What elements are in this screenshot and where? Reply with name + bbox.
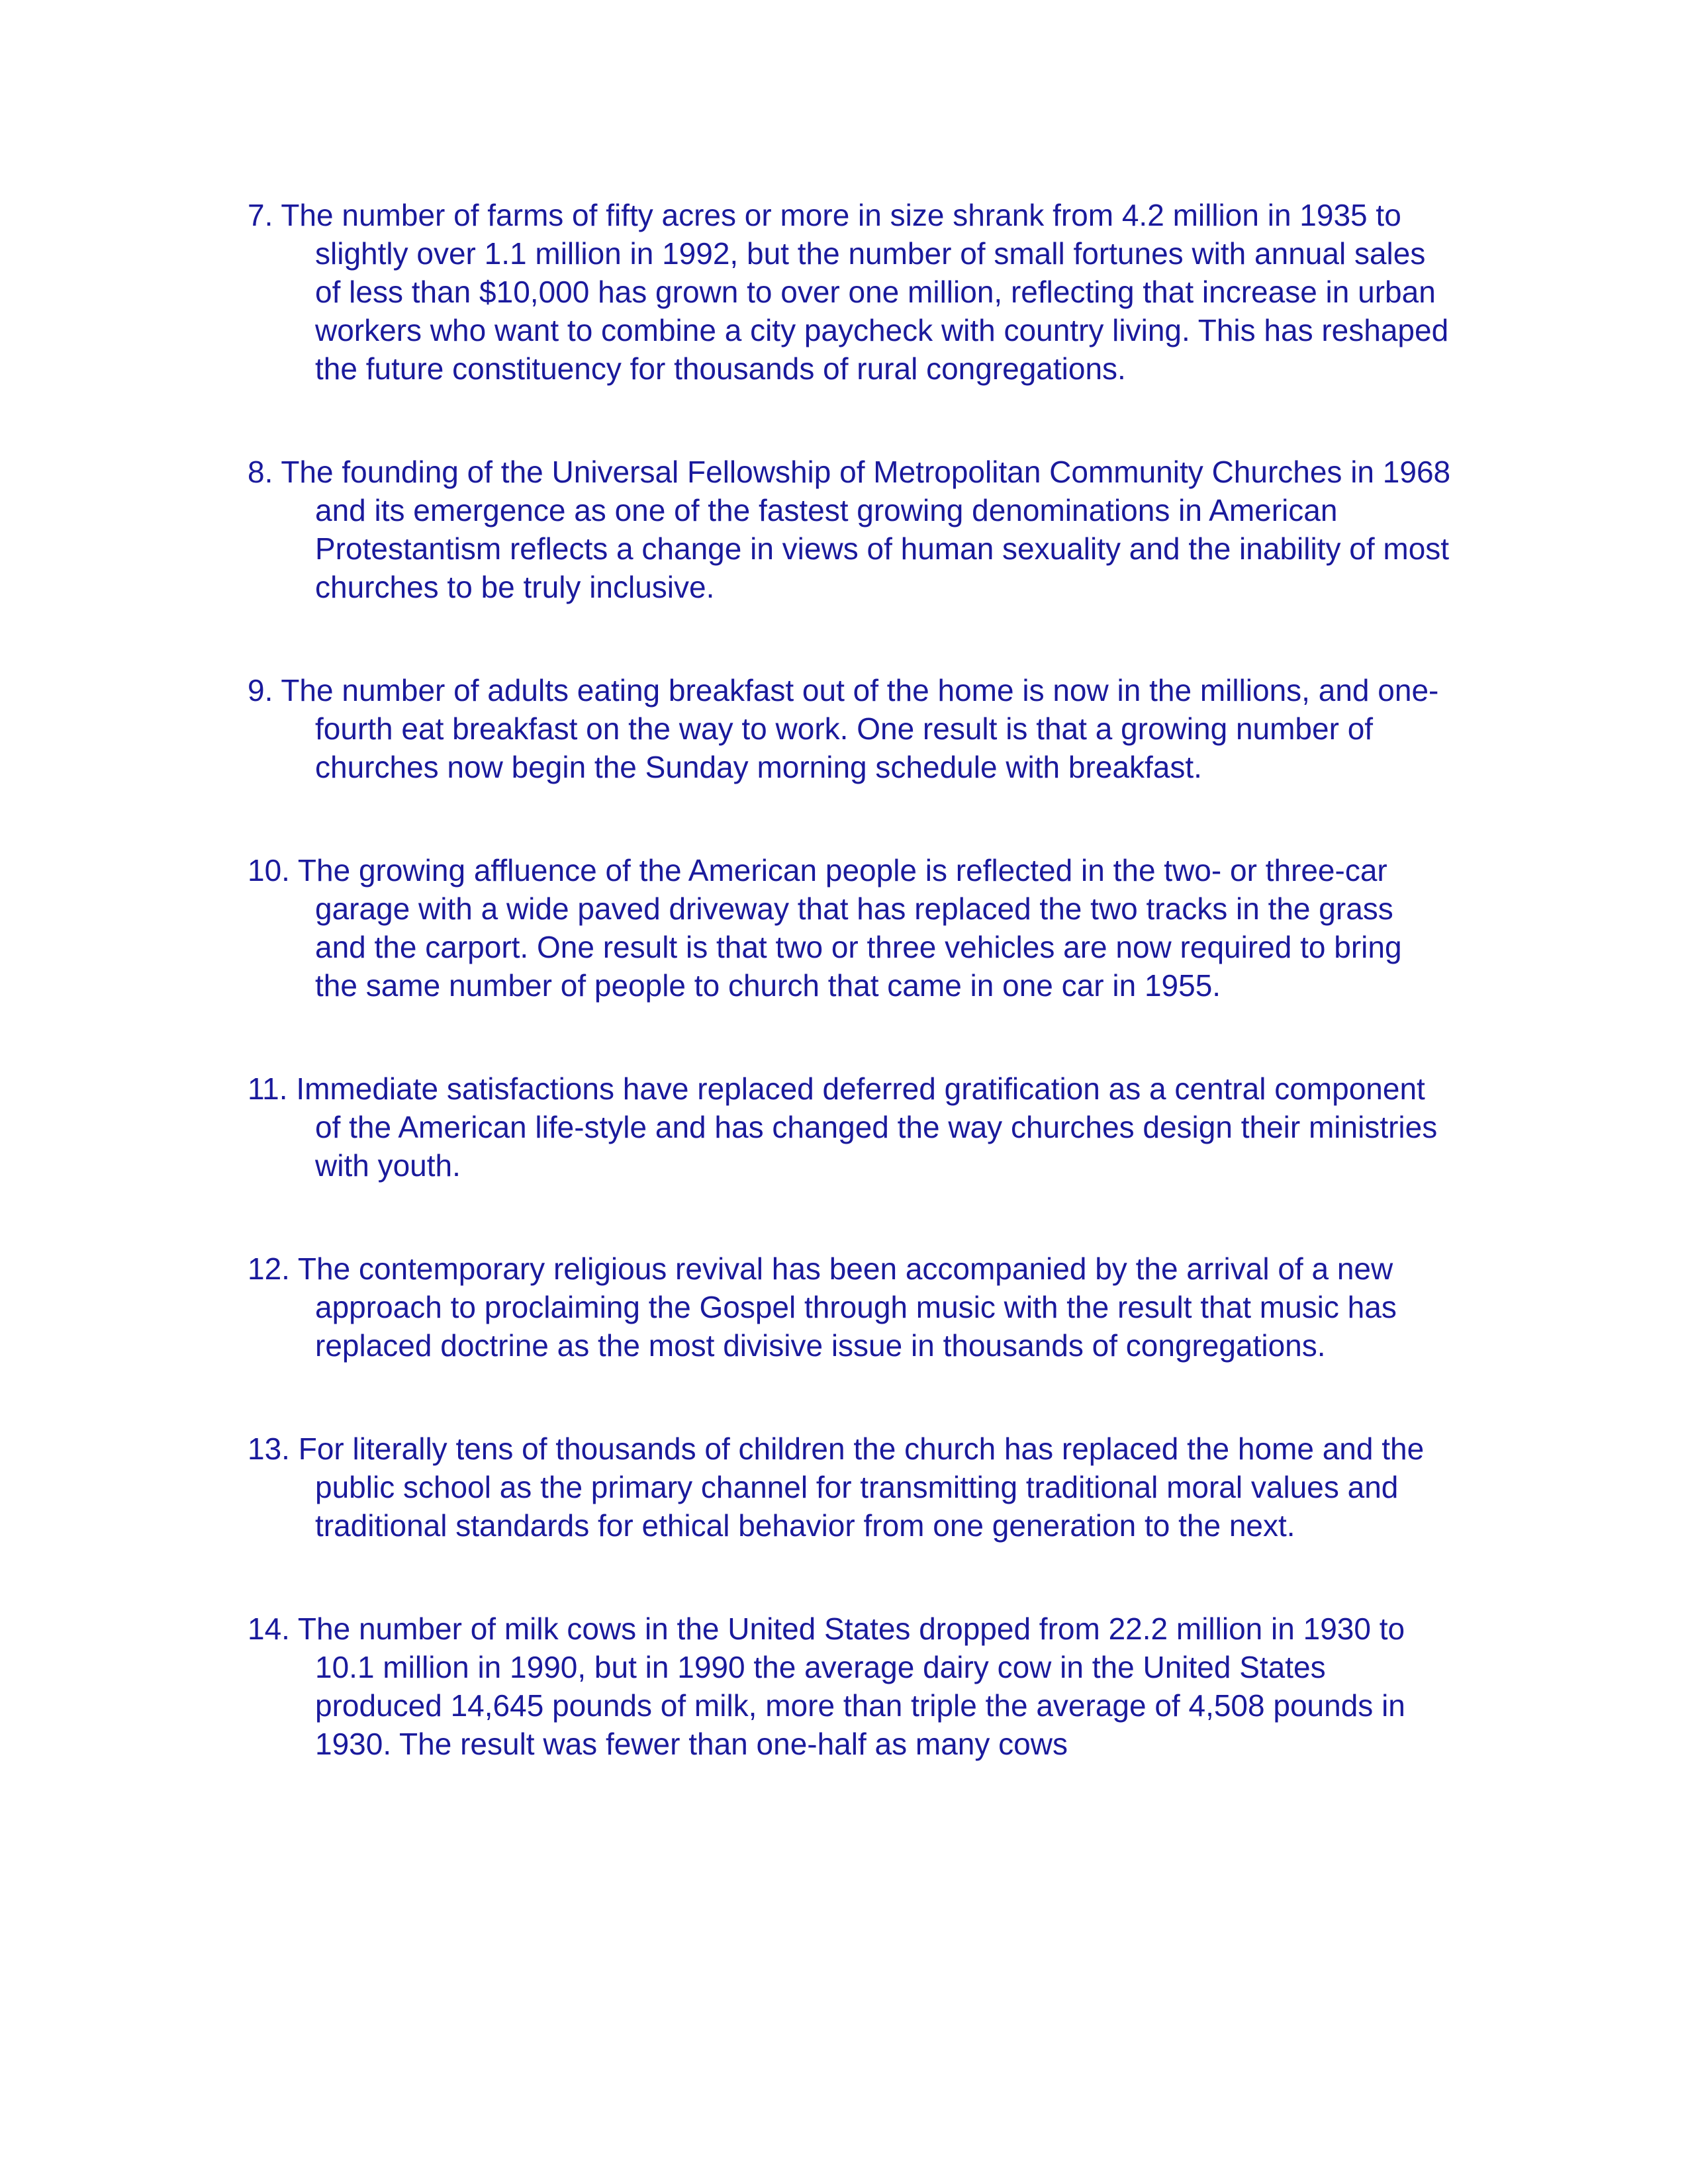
list-item-8	[248, 453, 1452, 606]
item-number: 10.	[248, 853, 290, 887]
list-item-13	[248, 1430, 1452, 1545]
item-number: 9.	[248, 673, 273, 707]
item-text: The number of milk cows in the United States dropped from 22.2 million in 1930 to 10.1 million in 1990, but in 1990 the average dairy cow in the United States produced 14,645 pounds of milk, more than triple the average of 4,508 pounds in 1930. The result was fewer than one-half as many cows	[297, 1612, 1405, 1761]
list-item-10	[248, 851, 1452, 1005]
item-number: 8.	[248, 455, 273, 489]
item-text: The founding of the Universal Fellowship of Metropolitan Community Churches in 1968 and its emergence as one of the fastest growing denominations in American Protestantism reflects a change in views of human sexuality and the inability of most churches to be truly inclusive.	[281, 455, 1451, 604]
list-item-7	[248, 196, 1452, 388]
item-number: 12.	[248, 1251, 290, 1286]
item-text: The number of adults eating breakfast out of the home is now in the millions, and one-fourth eat breakfast on the way to work. One result is that a growing number of churches now begin the Sunday morning schedule with breakfast.	[281, 673, 1439, 784]
list-item-11	[248, 1069, 1452, 1185]
item-number: 11.	[248, 1071, 288, 1106]
item-text: The number of farms of fifty acres or more in size shrank from 4.2 million in 1935 to slightly over 1.1 million in 1992, but the number of small fortunes with annual sales of less than $10,000 has grown to over one million, reflecting that increase in urban workers who want to combine a city paycheck with country living. This has reshaped the future constituency for thousands of rural congregations.	[281, 198, 1449, 386]
list-item-12	[248, 1250, 1452, 1365]
item-number: 14.	[248, 1612, 290, 1646]
item-text: Immediate satisfactions have replaced deferred gratification as a central component of the American life-style and has changed the way churches design their ministries with youth.	[296, 1071, 1438, 1183]
list-item-14	[248, 1610, 1452, 1763]
item-number: 13.	[248, 1432, 290, 1466]
item-number: 7.	[248, 198, 273, 232]
numbered-list	[248, 196, 1452, 1828]
item-text: For literally tens of thousands of children the church has replaced the home and the public school as the primary channel for transmitting traditional moral values and traditional standards for ethical behavior from one generation to the next.	[298, 1432, 1425, 1543]
list-item-9	[248, 671, 1452, 786]
item-text: The growing affluence of the American people is reflected in the two- or three-car garage with a wide paved driveway that has replaced the two tracks in the grass and the carport. One result is that two or three vehicles are now required to bring the same number of people to church that came in one car in 1955.	[297, 853, 1402, 1003]
item-text: The contemporary religious revival has been accompanied by the arrival of a new approach to proclaiming the Gospel through music with the result that music has replaced doctrine as the most divisive issue in thousands of congregations.	[297, 1251, 1397, 1363]
